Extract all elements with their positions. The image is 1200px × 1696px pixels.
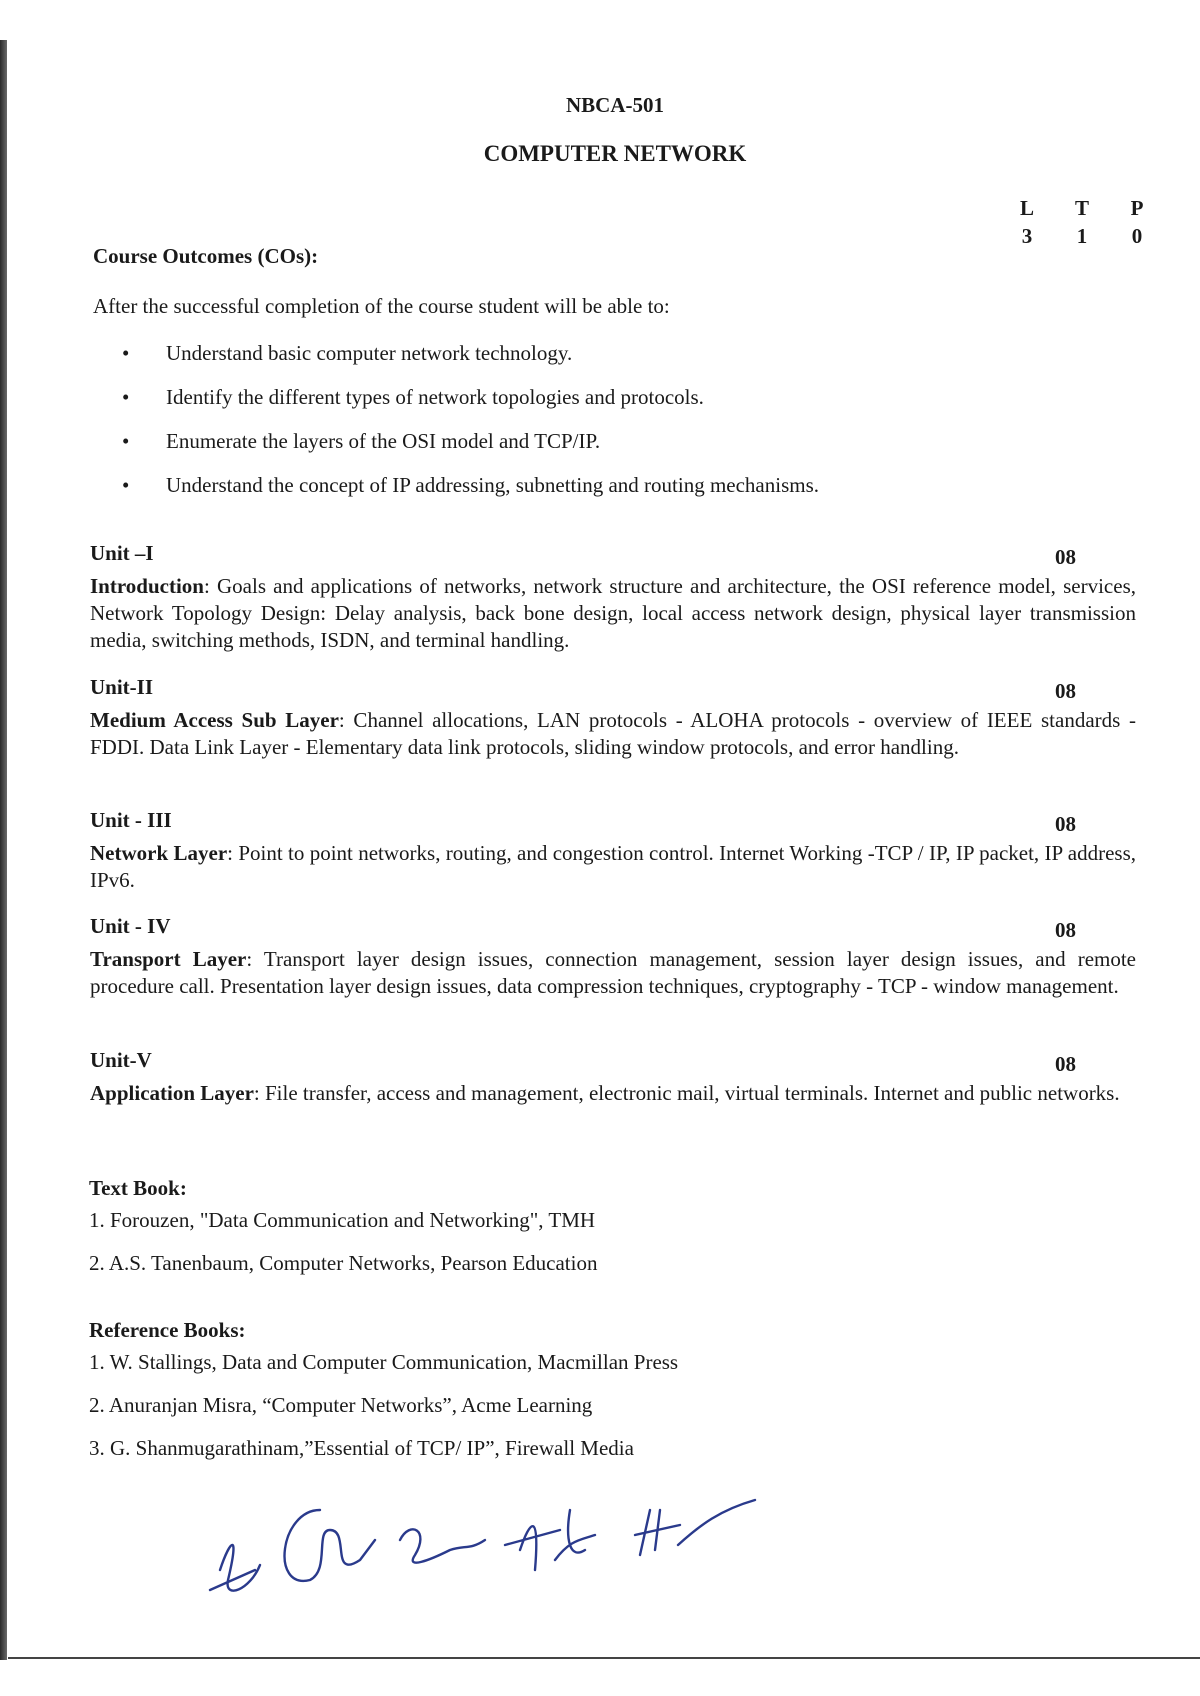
unit-topic: Medium Access Sub Layer: [90, 708, 339, 732]
list-item: 2. Anuranjan Misra, “Computer Networks”, Acme Learning: [89, 1393, 593, 1417]
list-item: 1. W. Stallings, Data and Computer Communication, Macmillan Press: [89, 1350, 679, 1374]
list-item: [122, 382, 819, 426]
unit-5: [90, 1047, 1136, 1107]
list-item: [122, 470, 819, 514]
ltp-labels: [1012, 194, 1152, 222]
signature-stroke: [285, 1510, 375, 1581]
ltp-label-p: P: [1130, 196, 1144, 220]
unit-hours: 08: [1055, 545, 1076, 569]
bullet-icon: •: [122, 385, 130, 409]
unit-label: Unit - IV: [90, 914, 171, 938]
course-outcomes-heading: Course Outcomes (COs):: [93, 244, 319, 268]
ltp-value-l: 3: [1021, 224, 1033, 248]
outcome-text: Enumerate the layers of the OSI model and TCP/IP.: [166, 429, 601, 453]
unit-hours: 08: [1055, 1052, 1076, 1076]
reference-books-heading: Reference Books:: [89, 1318, 246, 1342]
ltp-label-l: L: [1019, 196, 1034, 220]
list-item: 3. G. Shanmugarathinam,”Essential of TCP/ IP”, Firewall Media: [89, 1436, 634, 1460]
unit-description: : File transfer, access and management, electronic mail, virtual terminals. Internet and public networks.: [253, 1081, 1120, 1105]
unit-hours: 08: [1055, 812, 1076, 836]
outcome-text: Understand the concept of IP addressing, subnetting and routing mechanisms.: [166, 473, 819, 497]
unit-topic: Network Layer: [90, 841, 228, 865]
bullet-icon: •: [122, 429, 130, 453]
signature-stroke: [210, 1545, 260, 1591]
ltp-value-t: 1: [1076, 224, 1088, 248]
reference-books: [89, 1318, 678, 1476]
list-item: [122, 338, 819, 382]
unit-label: Unit-V: [90, 1048, 152, 1072]
unit-description: : Point to point networks, routing, and congestion control. Internet Working -TCP / IP, IP packet, IP address, IPv6.: [90, 841, 1136, 892]
text-books-heading: Text Book:: [89, 1176, 187, 1200]
ltp-table: [1012, 194, 1152, 250]
course-title: COMPUTER NETWORK: [483, 141, 747, 166]
unit-topic: Application Layer: [90, 1081, 254, 1105]
unit-description: : Goals and applications of networks, network structure and architecture, the OSI reference model, services, Network Topology Design: Delay analysis, back bone design, local access network design, physical layer transmission media, switching methods, ISDN, and terminal handling.: [90, 574, 1136, 652]
unit-label: Unit-II: [90, 675, 154, 699]
text-books: [89, 1176, 597, 1291]
bullet-icon: •: [122, 341, 130, 365]
course-code: NBCA-501: [566, 93, 664, 117]
outcome-text: Understand basic computer network technology.: [166, 341, 573, 365]
signature-stroke: [635, 1500, 755, 1555]
list-item: 2. A.S. Tanenbaum, Computer Networks, Pearson Education: [89, 1251, 598, 1275]
list-item: 1. Forouzen, "Data Communication and Networking", TMH: [89, 1208, 596, 1232]
unit-4: [90, 913, 1136, 1000]
course-outcomes-list: [122, 338, 819, 514]
outcome-text: Identify the different types of network topologies and protocols.: [166, 385, 704, 409]
ltp-label-t: T: [1074, 196, 1089, 220]
unit-hours: 08: [1055, 679, 1076, 703]
unit-description: : Channel allocations, LAN protocols - ALOHA protocols - overview of IEEE standards - FDDI. Data Link Layer - Elementary data link protocols, sliding window protocols, and error handling.: [90, 708, 1136, 759]
signature-stroke: [505, 1510, 595, 1570]
list-item: [122, 426, 819, 470]
ltp-values: [1012, 222, 1152, 250]
handwritten-signatures: [200, 1470, 780, 1620]
unit-topic: Transport Layer: [90, 947, 247, 971]
unit-topic: Introduction: [90, 574, 204, 598]
unit-description: : Transport layer design issues, connection management, session layer design issues, and remote procedure call. Presentation layer design issues, data compression techniques, cryptography - TCP - window management.: [90, 947, 1136, 998]
unit-1: [90, 540, 1136, 654]
unit-label: Unit –I: [90, 541, 154, 565]
signature-stroke: [400, 1529, 485, 1562]
course-outcomes-intro: After the successful completion of the course student will be able to:: [93, 294, 670, 318]
unit-2: [90, 674, 1136, 761]
unit-3: [90, 807, 1136, 894]
unit-label: Unit - III: [90, 808, 172, 832]
unit-hours: 08: [1055, 918, 1076, 942]
bullet-icon: •: [122, 473, 130, 497]
ltp-value-p: 0: [1131, 224, 1143, 248]
